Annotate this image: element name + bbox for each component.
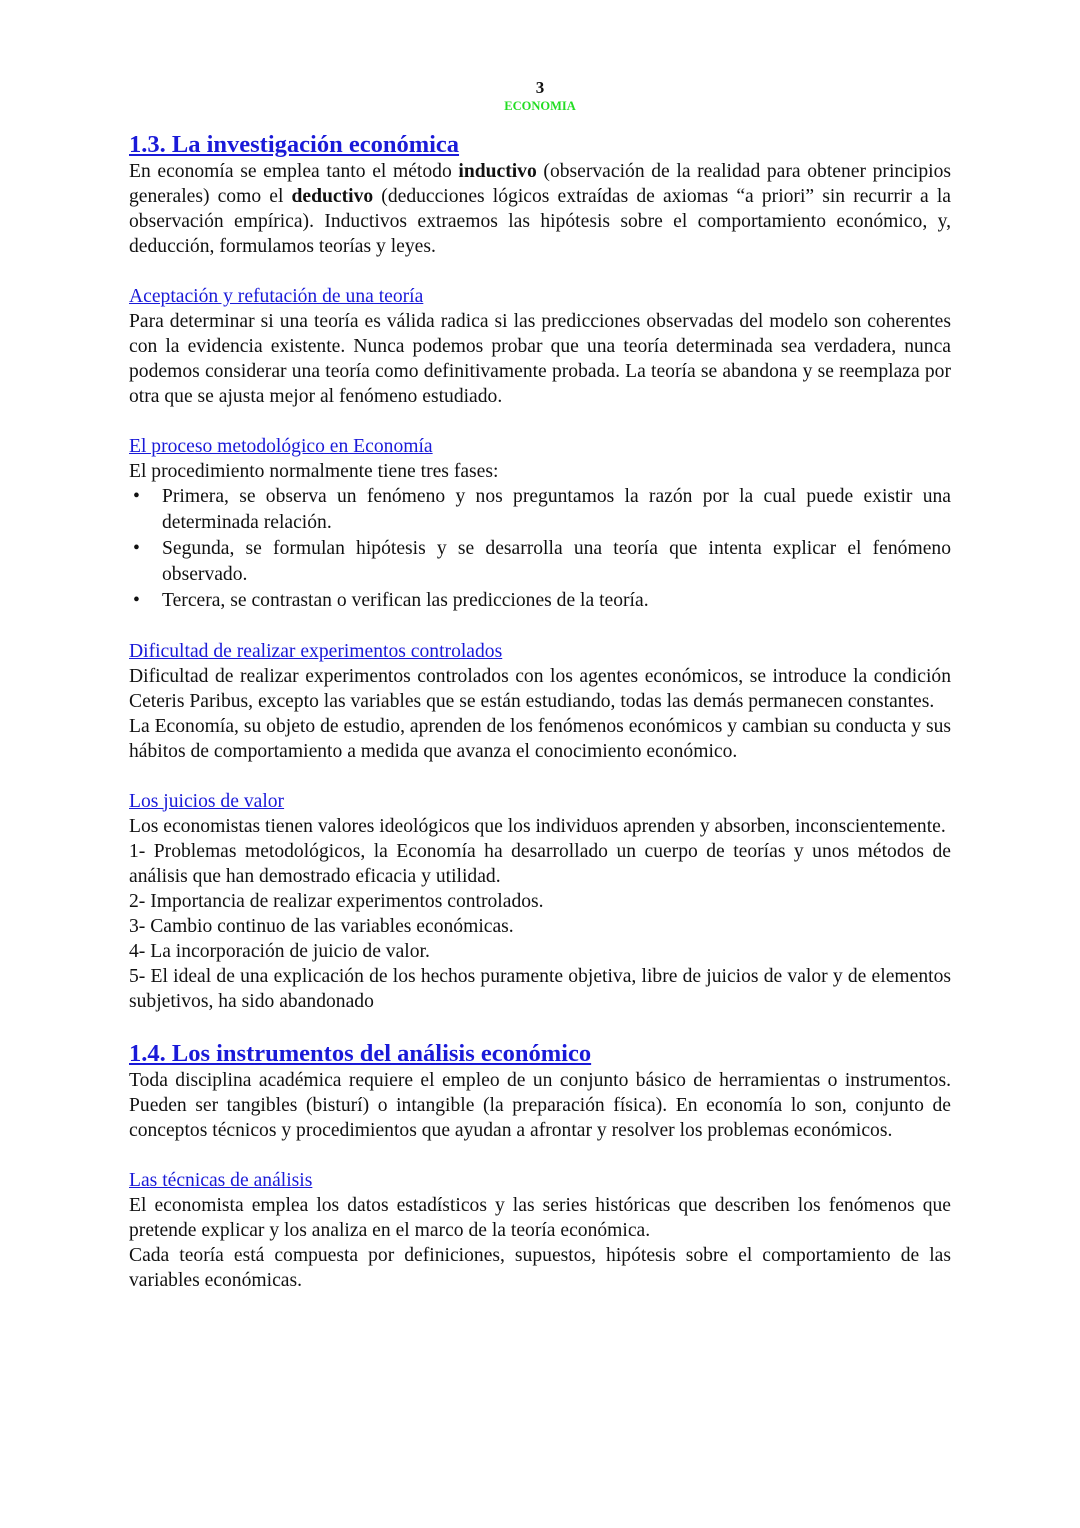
paragraph-tecnicas-1: El economista emplea los datos estadísticos y las series históricas que describen los fenómenos que pretende explicar y los analiza en el marco de la teoría económica. (129, 1194, 951, 1241)
bold-term-deductivo: deductivo (291, 186, 374, 207)
subheading-proceso: El proceso metodológico en Economía (129, 436, 433, 457)
paragraph-intro-1-3 (129, 159, 951, 259)
paragraph-juicios: Los economistas tienen valores ideológicos que los individuos aprenden y absorben, inconscientemente. (129, 815, 946, 837)
list-item (129, 588, 951, 614)
list-item (129, 484, 951, 535)
section-heading-1-3: 1.3. La investigación económica (129, 131, 460, 158)
numbered-item: 3- Cambio continuo de las variables económicas. (129, 915, 514, 937)
list-item-text: Tercera, se contrastan o verifican las predicciones de la teoría. (162, 590, 649, 611)
running-header: ECONOMIA (504, 99, 576, 113)
bullet-icon: • (133, 486, 140, 507)
bullet-icon: • (133, 590, 140, 611)
paragraph-proceso: El procedimiento normalmente tiene tres fases: (129, 461, 499, 482)
list-item-text: Segunda, se formulan hipótesis y se desarrolla una teoría que intenta explicar el fenómeno observado. (162, 538, 951, 585)
text: En economía se emplea tanto el método (129, 161, 459, 182)
paragraph-intro-1-4: Toda disciplina académica requiere el empleo de un conjunto básico de herramientas o instrumentos. Pueden ser tangibles (bisturí) o intangible (la preparación física). En economía lo son, conjunto de conceptos técnicos y procedimientos que ayudan a afrontar y resolver los problemas económicos. (129, 1069, 951, 1141)
numbered-item: 2- Importancia de realizar experimentos controlados. (129, 890, 544, 912)
section-heading-1-4: 1.4. Los instrumentos del análisis económico (129, 1039, 592, 1067)
text: (deducciones lógicos extraídas de axiomas “a priori” sin recurrir a la observación empírica). Inductivos extraemos las hipótesis sobre el comportamiento económico, y, deducción, formulamos teorías y leyes. (129, 186, 951, 257)
numbered-item: 4- La incorporación de juicio de valor. (129, 940, 430, 962)
subheading-dificultad: Dificultad de realizar experimentos controlados (129, 640, 503, 662)
list-item (129, 536, 951, 587)
bold-term-inductivo: inductivo (458, 161, 537, 182)
phase-list (129, 484, 951, 614)
subheading-juicios: Los juicios de valor (129, 790, 285, 812)
list-item-text: Primera, se observa un fenómeno y nos preguntamos la razón por la cual puede existir una determinada relación. (162, 486, 951, 533)
paragraph-dificultad-2: La Economía, su objeto de estudio, aprenden de los fenómenos económicos y cambian su conducta y sus hábitos de comportamiento a medida que avanza el conocimiento económico. (129, 715, 951, 762)
text: (observación de la realidad para obtener principios generales) como el (129, 161, 951, 207)
subheading-aceptacion: Aceptación y refutación de una teoría (129, 286, 424, 307)
numbered-item: 5- El ideal de una explicación de los hechos puramente objetiva, libre de juicios de valor y de elementos subjetivos, ha sido abandonado (129, 965, 951, 1012)
document-body (129, 131, 951, 1293)
paragraph-tecnicas-2: Cada teoría está compuesta por definiciones, supuestos, hipótesis sobre el comportamiento de las variables económicas. (129, 1244, 951, 1291)
paragraph-dificultad-1: Dificultad de realizar experimentos controlados con los agentes económicos, se introduce la condición Ceteris Paribus, excepto las variables que se están estudiando, todas las demás permanecen constantes. (129, 665, 951, 712)
page-number: 3 (535, 78, 545, 97)
bullet-icon: • (133, 538, 140, 559)
paragraph-aceptacion: Para determinar si una teoría es válida radica si las predicciones observadas del modelo son coherentes con la evidencia existente. Nunca podemos probar que una teoría determinada sea verdadera, nunca podemos considerar una teoría como definitivamente probada. La teoría se abandona y se reemplaza por otra que se ajusta mejor al fenómeno estudiado. (129, 311, 951, 407)
subheading-tecnicas: Las técnicas de análisis (129, 1169, 313, 1191)
numbered-item: 1- Problemas metodológicos, la Economía ha desarrollado un cuerpo de teorías y unos métodos de análisis que han demostrado eficacia y utilidad. (129, 840, 951, 887)
